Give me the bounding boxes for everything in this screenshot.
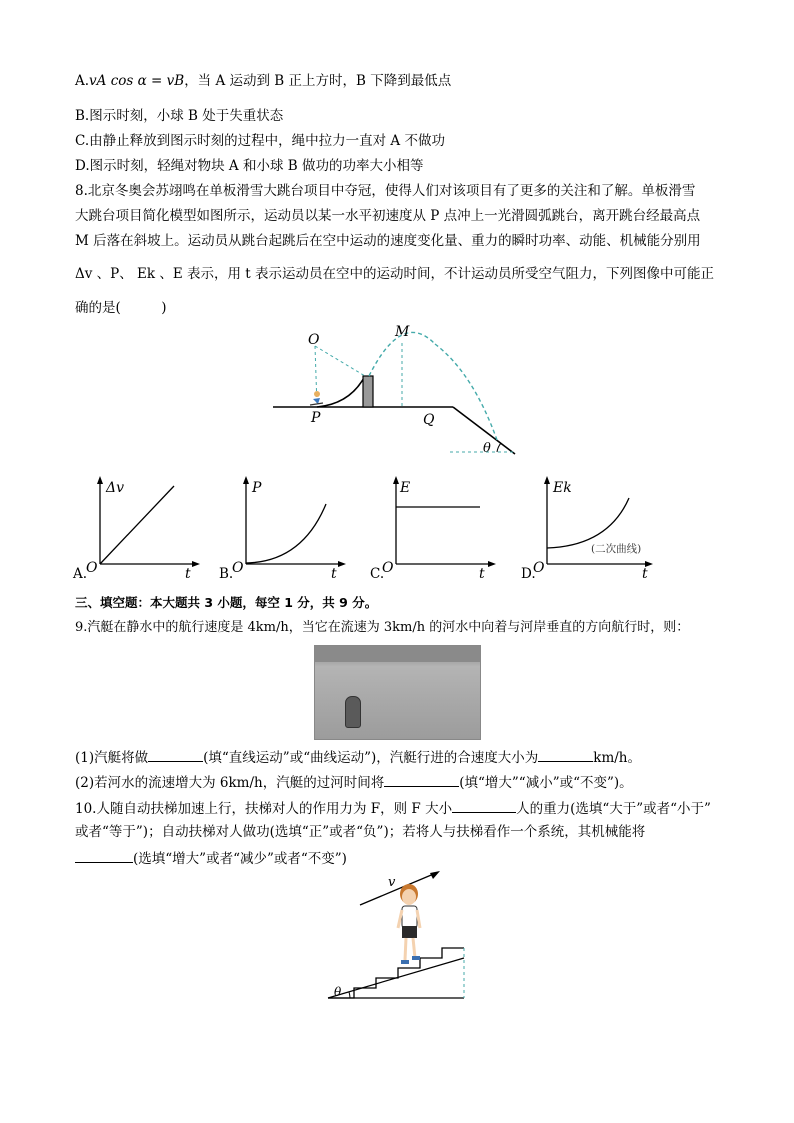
q9-stem: 9.汽艇在静水中的航行速度是 4km/h，当它在流速为 3km/h 的河水中向着与河岸垂直的方向航行时，则： [75,620,690,635]
curve-note: (二次曲线) [591,543,642,555]
y-axis-arrow [544,476,550,484]
q8-line1: 8.北京冬奥会苏翊鸣在单板滑雪大跳台项目中夺冠，使得人们对该项目有了更多的关注和了解。单板滑雪 [75,183,696,199]
x-axis-arrow [488,561,496,567]
curve-line [246,504,326,563]
velocity-arrow-head [430,871,440,879]
option-7a [75,72,451,90]
ramp-arc [317,376,365,407]
curve-line [100,486,174,564]
radius-line-vertical [315,346,317,406]
y-axis-arrow [393,476,399,484]
theta-arc [497,443,501,452]
origin-label: O [86,560,98,576]
q8-line5: 确的是( ) [75,300,167,316]
x-label: t [479,566,485,579]
label-theta: θ [483,441,491,456]
graph-d-option-label: D. [521,566,536,582]
y-label: Δv [106,480,125,496]
answer-blank-2[interactable] [538,747,593,762]
theta-arc [349,992,350,998]
origin-label: O [382,560,394,576]
label-M: M [395,324,410,340]
graph-c [382,474,497,579]
q9-part1-a: (1)汽艇将做 [75,750,149,766]
q9-part2-b: (填“增大”“减小”或“不变”)。 [459,775,633,791]
x-label: t [642,566,648,579]
q10-line1-a: 10.人随自动扶梯加速上行，扶梯对人的作用力为 F，则 F 大小 [75,801,453,817]
q10-line1 [75,798,711,818]
origin-label: O [232,560,244,576]
curve-line [547,498,629,548]
answer-blank-1[interactable] [148,747,203,762]
formula: vA cos α = vB [89,73,185,89]
person-icon [398,884,420,964]
label-O: O [308,332,320,348]
graph-b [232,474,347,579]
graph-b-option-label: B. [219,566,234,582]
x-label: t [185,566,191,579]
option-7b: B.图示时刻，小球 B 处于失重状态 [75,108,284,124]
escalator-steps [328,948,464,998]
river-boat-image [314,645,481,740]
escalator-figure [318,870,478,1005]
q9-part1 [75,747,641,767]
ski-jump-figure [265,318,525,458]
label-theta: θ [334,985,342,999]
river-bank-top [315,646,480,662]
x-label: t [331,566,337,579]
origin-label: O [533,560,545,576]
trajectory-down [435,344,497,440]
q9-part2 [75,772,633,792]
q9-part1-c: km/h。 [593,750,641,766]
escalator-incline [328,958,464,998]
graph-c-option-label: C. [370,566,385,582]
answer-blank-3[interactable] [384,772,459,787]
answer-blank-5[interactable] [75,848,133,863]
x-axis-arrow [338,561,346,567]
q10-line3-b: (选填“增大”或者“减少”或者“不变”) [133,851,347,867]
graph-d [533,474,658,579]
graph-a [86,474,201,579]
y-axis-arrow [243,476,249,484]
answer-blank-4[interactable] [452,798,516,813]
y-label: Ek [553,480,572,496]
q9-part2-a: (2)若河水的流速增大为 6km/h，汽艇的过河时间将 [75,775,385,791]
option-7c: C.由静止释放到图示时刻的过程中，绳中拉力一直对 A 不做功 [75,133,445,149]
q10-line3 [75,848,347,868]
y-label: E [400,480,411,496]
graph-a-option-label: A. [73,566,88,582]
q9-part1-b: (填“直线运动”或“曲线运动”)，汽艇行进的合速度大小为 [203,750,539,766]
radius-line-slant [315,346,365,376]
y-label: P [252,480,262,496]
q8-line2: 大跳台项目简化模型如图所示，运动员以某一水平初速度从 P 点冲上一光滑圆弧跳台，离开跳台经最高点 [75,208,701,224]
q10-line1-b: 人的重力(选填“大于”或者“小于” [516,801,711,817]
section-heading: 三、填空题：本大题共 3 小题，每空 1 分，共 9 分。 [75,595,378,610]
label-v: v [388,875,396,890]
q10-line2: 或者“等于”)；自动扶梯对人做功(选填“正”或者“负”)；若将人与扶梯看作一个系统，其机械能将 [75,824,646,840]
option-text: ，当 A 运动到 B 正上方时，B 下降到最低点 [184,73,452,89]
x-axis-arrow [192,561,200,567]
jump-platform [363,376,373,407]
boat-icon [345,696,361,728]
label-P: P [311,410,321,426]
option-7d: D.图示时刻，轻绳对物块 A 和小球 B 做功的功率大小相等 [75,158,424,174]
label-Q: Q [423,412,435,428]
velocity-arrow-line [360,873,436,905]
option-label: A. [75,73,90,89]
q8-line4: Δv 、P、 Ek 、E 表示，用 t 表示运动员在空中的运动时间，不计运动员所受空气阻力，下列图像中可能正 [75,266,715,282]
y-axis-arrow [97,476,103,484]
q8-line3: M 后落在斜坡上。运动员从跳台起跳后在空中运动的速度变化量、重力的瞬时功率、动能、机械能分别用 [75,233,701,249]
